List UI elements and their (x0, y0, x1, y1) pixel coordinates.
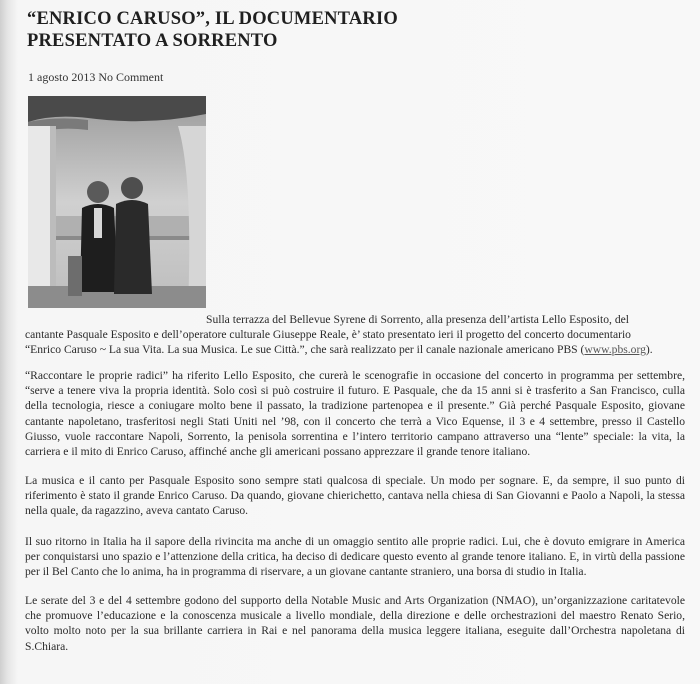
intro-line-3 (25, 342, 653, 357)
paragraph-3: Il suo ritorno in Italia ha il sapore della rivincita ma anche di un omaggio sentito alle proprie radici. Lui, che è dovuto emigrare in America per conquistarsi uno spazio e l’attenzione della critica, ha deciso di dedicare questo evento al grande tenore italiano. E, in virtù della passione per il Bel Canto che lo anima, ha in programma di riservare, a un giovane cantante straniero, una borsa di studio in Italia. (25, 535, 685, 579)
intro-line-3-end: ). (645, 343, 653, 356)
paragraph-1: “Raccontare le proprie radici” ha riferito Lello Esposito, che curerà le scenografie in occasione del concerto in programma per settembre, “serve a tenere viva la propria identità. Solo così si può costruire il futuro. E Pasquale, che da 15 anni si è trasferito a San Francisco, culla della tecnologia, riesce a coniugare molto bene il passato, la tradizione partenopea e il presente.” Già perché Pasquale Esposito, giovane cantante napoletano, trasferitosi negli Stati Uniti nel ’98, con il concerto che terrà a Vico Equense, il 3 e 4 settembre, presso il Castello Giusso, vuole raccontare Napoli, Sorrento, la penisola sorrentina e l’intero territorio campano attraverso una “lente” speciale: la vita, la carriera e il mito di Enrico Caruso, affinché anche gli americani possano apprezzare il grande tenore italiano. (25, 369, 685, 459)
article-photo (28, 96, 206, 308)
title-line-2: PRESENTATO A SORRENTO (27, 31, 278, 51)
paragraph-2: La musica e il canto per Pasquale Esposito sono sempre stati qualcosa di speciale. Un modo per sognare. E, da sempre, il suo punto di riferimento è stato il grande Enrico Caruso. Da quando, giovane chierichetto, cantava nella chiesa di San Giovanni e Paolo a Napoli, la stessa nella quale, da ragazzino, aveva cantato Caruso. (25, 474, 685, 518)
paragraph-4: Le serate del 3 e del 4 settembre godono del supporto della Notable Music and Arts Organization (NMAO), un’organizzazione caritatevole che promuove l’educazione e la conoscenza musicale a livello mondiale, della direzione e delle orchestrazioni del maestro Renato Serio, volto molto noto per la sua brillante carriera in Rai e nel panorama della musica leggere italiana, eseguite dall’Orchestra napoletana di S.Chiara. (25, 594, 685, 653)
photo-two-men-terrace-icon (28, 96, 206, 308)
intro-line-1: Sulla terrazza del Bellevue Syrene di Sorrento, alla presenza dell’artista Lello Esposito, del (206, 313, 630, 326)
article-title (27, 8, 677, 52)
article-meta (28, 70, 163, 85)
pbs-link[interactable]: www.pbs.org (584, 343, 646, 356)
intro-line-2: cantante Pasquale Esposito e dell’operatore culturale Giuseppe Reale, è’ stato presentato ieri il progetto del concerto documentario (25, 328, 631, 341)
comments-link[interactable]: No Comment (98, 70, 164, 84)
title-line-1: “ENRICO CARUSO”, IL DOCUMENTARIO (27, 9, 398, 29)
article-date: 1 agosto 2013 (28, 70, 96, 84)
intro-line-3-text: “Enrico Caruso ~ La sua Vita. La sua Musica. Le sue Città.”, che sarà realizzato per il canale nazionale americano PBS ( (25, 343, 585, 356)
